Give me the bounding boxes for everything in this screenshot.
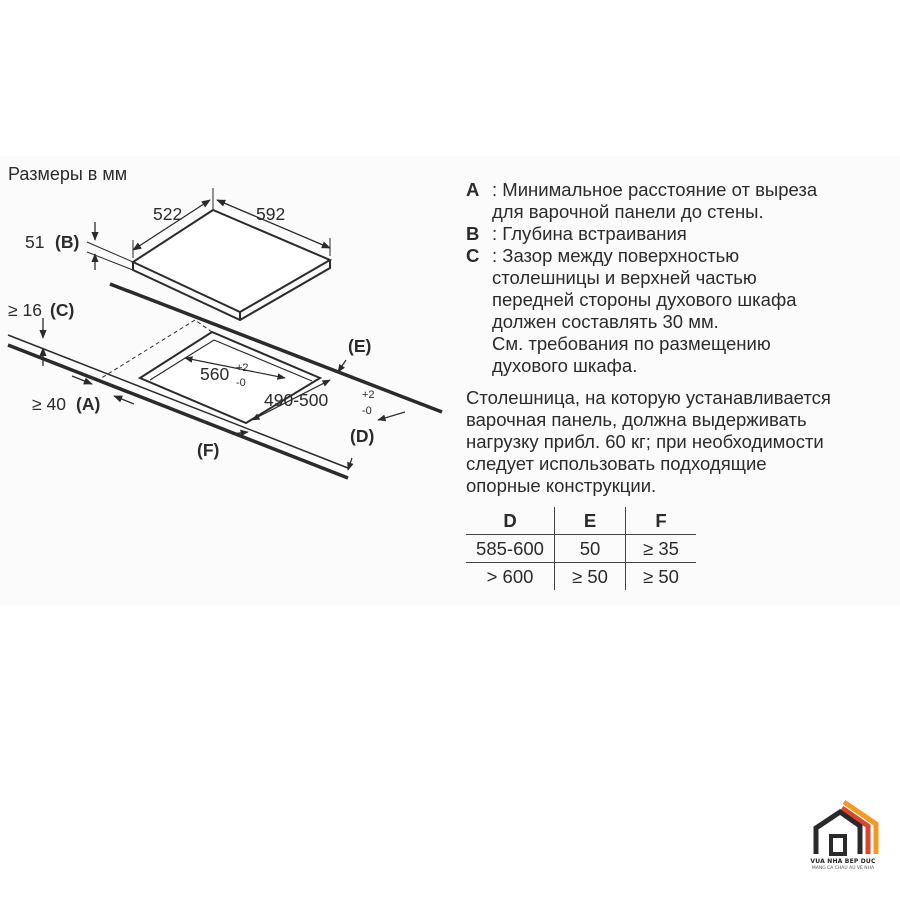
cutout-width-tol-minus: -0: [236, 377, 246, 389]
legend-c-line: передней стороны духового шкафа: [492, 289, 797, 310]
legend-key-b: B: [466, 223, 480, 244]
legend-c-line: должен составлять 30 мм.: [492, 311, 719, 332]
table-cell: > 600: [466, 563, 555, 591]
table-header: F: [626, 507, 697, 535]
logo-name: VUA NHA BEP DUC: [810, 858, 876, 865]
table-cell: ≥ 50: [643, 565, 679, 587]
table-cell: ≥ 35: [626, 535, 697, 563]
cutout-width-label: 560: [200, 364, 230, 384]
table-header: D: [466, 507, 555, 535]
label-c-value: ≥ 16: [8, 300, 42, 320]
note-line: нагрузку прибл. 60 кг; при необходимости: [466, 431, 824, 452]
depth-b-dimension: [87, 222, 133, 270]
table-header: E: [555, 507, 626, 535]
label-a-value: ≥ 40: [32, 394, 66, 414]
dim-592-label: 592: [256, 204, 286, 224]
cutout-depth-tol-minus: -0: [362, 405, 372, 417]
legend-key-c: C: [466, 245, 480, 266]
legend-c-line: См. требования по размещению: [492, 333, 771, 354]
label-a-key: (A): [76, 394, 101, 414]
label-b-value: 51: [25, 232, 45, 252]
legend-b-line: : Глубина встраивания: [492, 223, 687, 244]
label-e: (E): [348, 336, 372, 356]
cutout-depth-tol-plus: +2: [362, 389, 375, 401]
legend-key-a: A: [466, 179, 480, 200]
legend-item-a: [466, 179, 896, 223]
label-b-key: (B): [55, 232, 80, 252]
load-note: [466, 387, 896, 497]
table-cell: 50: [555, 535, 626, 563]
legend-a-line: : Минимальное расстояние от выреза: [492, 179, 818, 200]
label-d: (D): [350, 426, 375, 446]
table-row: [466, 563, 696, 591]
cutout-depth-label: 490-500: [264, 390, 329, 410]
logo-tagline: MANG CA CHAU AU VE NHA: [811, 866, 875, 871]
label-f: (F): [197, 440, 220, 460]
table-cell: 585-600: [466, 535, 555, 563]
note-line: опорные конструкции.: [466, 475, 657, 496]
table-cell: ≥ 50: [555, 563, 626, 591]
cutout-width-tol-plus: +2: [236, 362, 249, 374]
dim-522-label: 522: [153, 204, 183, 224]
legend-c-line: духового шкафа.: [492, 355, 638, 376]
table-row: [466, 535, 696, 563]
dimensions-table: [466, 507, 696, 590]
note-line: следует использовать подходящие: [466, 453, 767, 474]
legend-item-c: [466, 245, 896, 377]
legend-c-line: столешницы и верхней частью: [492, 267, 757, 288]
legend-item-b: [466, 223, 896, 245]
table-header-row: [466, 507, 696, 535]
legend: [466, 179, 896, 377]
note-line: Столешница, на которую устанавливается: [466, 387, 831, 408]
diagram-title: Размеры в мм: [8, 164, 128, 184]
note-line: варочная панель, должна выдерживать: [466, 409, 807, 430]
legend-c-line: : Зазор между поверхностью: [492, 245, 740, 266]
legend-a-line: для варочной панели до стены.: [492, 201, 764, 222]
label-c-key: (C): [50, 300, 75, 320]
